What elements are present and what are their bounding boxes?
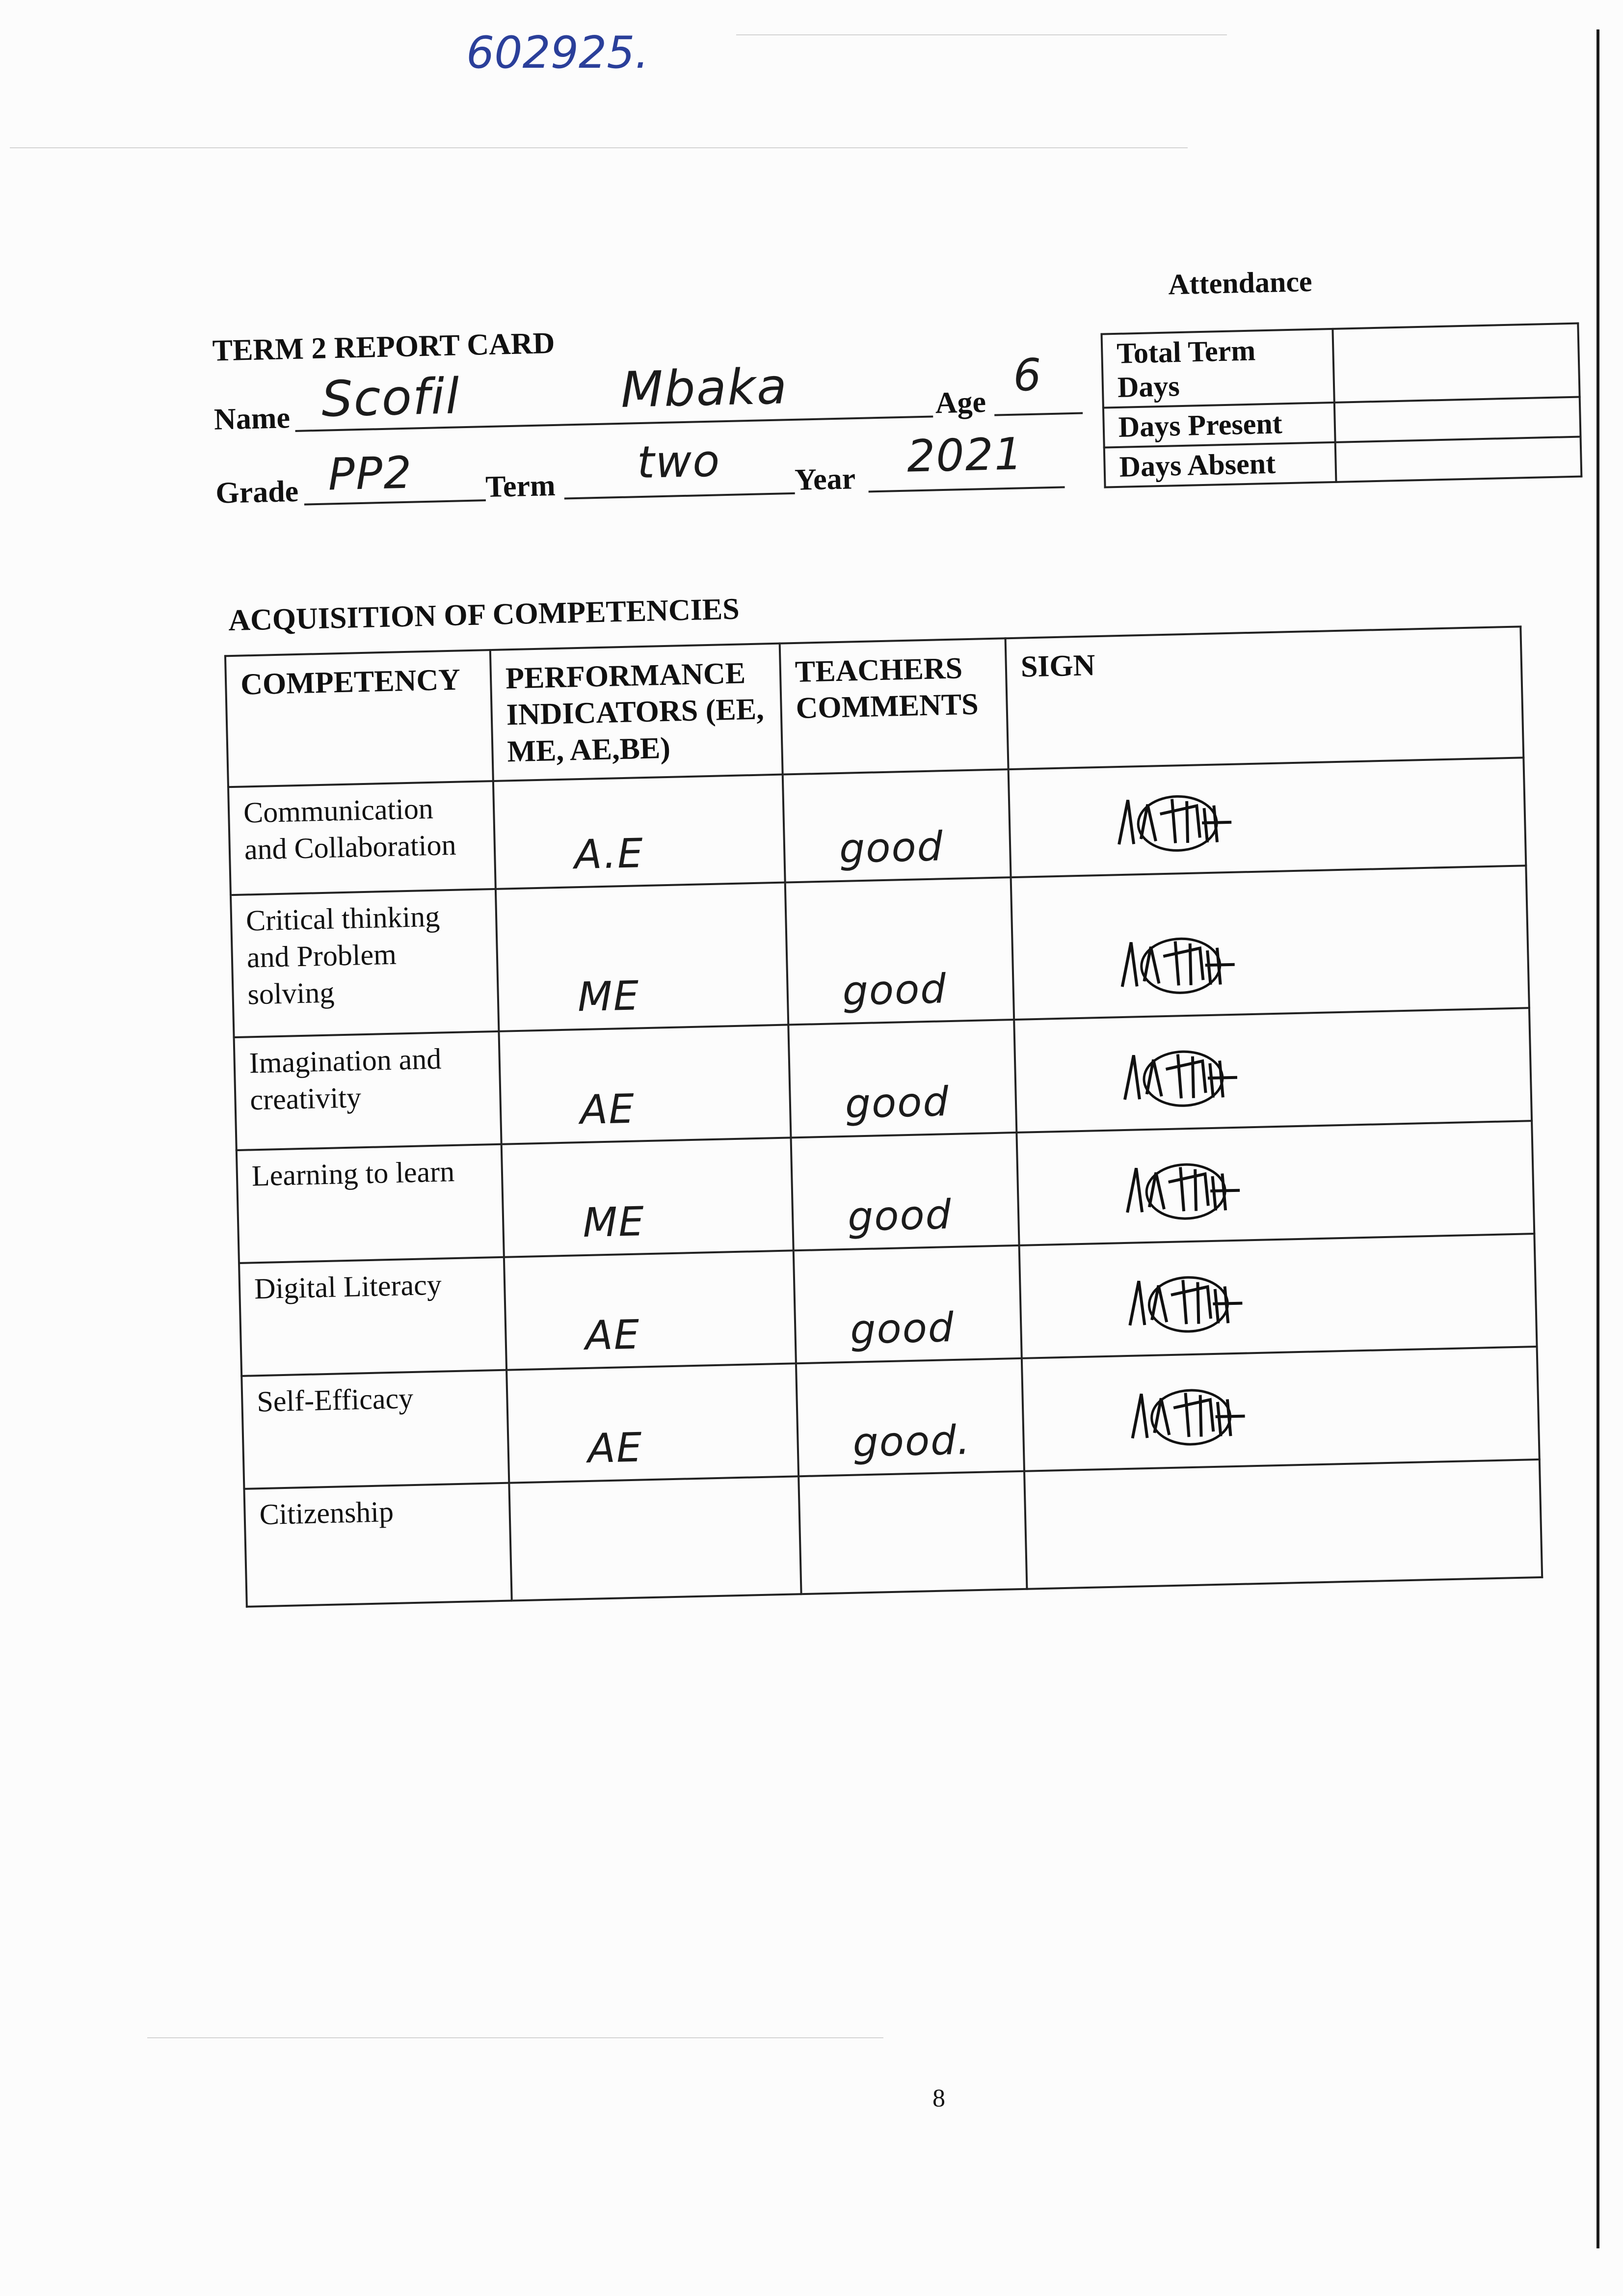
signature-mark <box>1116 925 1245 1002</box>
comment-cell <box>788 1020 1016 1137</box>
report-title: TERM 2 REPORT CARD <box>212 326 556 368</box>
attendance-row <box>1102 324 1580 408</box>
competencies-title: ACQUISITION OF COMPETENCIES <box>228 592 740 638</box>
last-name-value: Mbaka <box>620 357 789 419</box>
indicator-value: AE <box>587 1424 643 1472</box>
grade-value: PP2 <box>327 447 413 501</box>
indicator-value: ME <box>582 1198 645 1246</box>
attendance-value <box>1334 397 1581 442</box>
grade-label: Grade <box>215 474 299 510</box>
indicator-cell <box>493 775 785 889</box>
comment-cell <box>791 1133 1019 1250</box>
competency-name: Citizenship <box>244 1483 511 1607</box>
competency-name: Learning to learn <box>237 1144 504 1263</box>
indicator-cell <box>509 1476 801 1600</box>
indicator-cell <box>496 883 788 1031</box>
indicator-value: ME <box>577 972 640 1021</box>
sign-cell <box>1009 758 1526 878</box>
scan-artifact-bottom <box>147 2037 883 2038</box>
sign-cell <box>1019 1234 1537 1358</box>
signature <box>1126 1377 1256 1462</box>
comment-cell <box>794 1245 1022 1363</box>
comment-cell <box>783 769 1011 882</box>
name-label: Name <box>213 401 291 436</box>
page-number: 8 <box>932 2084 945 2112</box>
header-competency: COMPETENCY <box>225 650 493 787</box>
signature-mark <box>1126 1377 1255 1453</box>
comment-value: good <box>842 965 948 1015</box>
term-value: two <box>637 435 721 489</box>
sign-cell <box>1014 1008 1532 1133</box>
header-teachers-comments: TEACHERS COMMENTS <box>780 638 1009 775</box>
scan-artifact-top <box>10 147 1188 148</box>
attendance-value <box>1332 324 1579 403</box>
comment-cell <box>798 1471 1027 1594</box>
signature <box>1113 783 1242 868</box>
year-value: 2021 <box>906 428 1024 483</box>
indicator-cell <box>506 1363 798 1483</box>
indicator-cell <box>502 1138 794 1257</box>
comment-cell <box>785 877 1014 1025</box>
age-label: Age <box>934 385 986 420</box>
document-number: 602925. <box>466 27 649 79</box>
attendance-title: Attendance <box>1168 265 1313 301</box>
signature-mark <box>1124 1264 1253 1340</box>
scan-artifact-top-right <box>736 34 1227 35</box>
signature-mark <box>1113 783 1242 860</box>
first-name-value: Scofil <box>320 367 461 428</box>
comment-value: good <box>839 823 944 872</box>
competency-name: Digital Literacy <box>239 1257 506 1376</box>
sign-cell <box>1016 1121 1534 1245</box>
signature-mark <box>1121 1151 1250 1227</box>
age-value: 6 <box>1012 349 1043 402</box>
competencies-table <box>224 625 1543 1608</box>
comment-value: good <box>850 1304 955 1353</box>
competency-name: Critical thinking and Problem solving <box>231 889 499 1037</box>
sign-cell <box>1024 1459 1542 1589</box>
indicator-value: A.E <box>574 830 644 878</box>
indicator-cell <box>499 1025 791 1144</box>
attendance-label: Total Term Days <box>1102 329 1334 408</box>
indicator-value: AE <box>580 1085 636 1134</box>
comment-value: good. <box>852 1416 972 1466</box>
attendance-value <box>1335 437 1582 482</box>
competency-name: Communication and Collaboration <box>228 781 496 895</box>
signature <box>1124 1264 1253 1349</box>
year-label: Year <box>794 462 856 497</box>
indicator-value: AE <box>585 1311 641 1359</box>
competency-name: Imagination and creativity <box>234 1031 502 1150</box>
comment-cell <box>796 1358 1024 1476</box>
term-label: Term <box>485 468 556 504</box>
header-sign: SIGN <box>1006 626 1524 769</box>
signature <box>1116 925 1246 1011</box>
sign-cell <box>1011 865 1529 1020</box>
comment-value: good <box>847 1191 953 1241</box>
header-performance-indicators: PERFORMANCE INDICATORS (EE, ME, AE,BE) <box>490 644 783 781</box>
attendance-label: Days Present <box>1103 403 1335 448</box>
report-card <box>206 258 1623 1664</box>
indicator-cell <box>504 1251 796 1370</box>
attendance-label: Days Absent <box>1104 442 1336 487</box>
signature <box>1118 1038 1248 1123</box>
signature <box>1121 1151 1251 1236</box>
attendance-table <box>1100 323 1582 488</box>
sign-cell <box>1022 1347 1540 1471</box>
signature-mark <box>1118 1038 1248 1114</box>
comment-value: good <box>844 1078 950 1128</box>
competency-row <box>231 865 1529 1037</box>
competency-name: Self-Efficacy <box>241 1370 509 1489</box>
